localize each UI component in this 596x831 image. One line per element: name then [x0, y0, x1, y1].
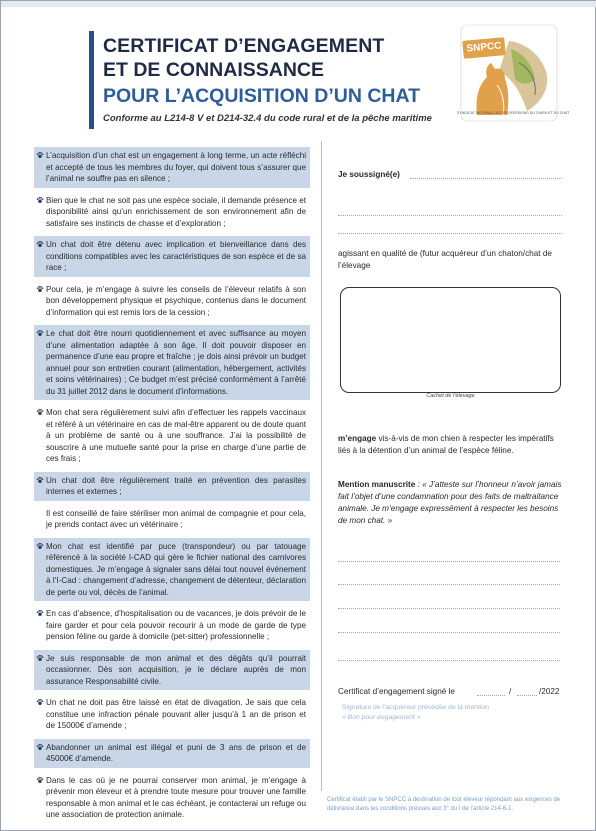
paw-icon: [36, 476, 44, 484]
qualite-text: agissant en qualité de (futur acquéreur d’un chaton/chat de l’élevage: [338, 249, 552, 270]
commitment-text: L’acquisition d’un chat est un engagement à long terme, un acte réfléchi et accepté de tous les membres du foyer, qui doivent tous s’assurer que l’animal ne souffre pas en silence ;: [46, 151, 306, 183]
paw-icon: [36, 285, 44, 293]
commitment-text: Le chat doit être nourri quotidiennement et avec suffisance au moyen d’une alimentation adaptée à son âge. Il doit pouvoir disposer en permanence d’une eau propre et fraîche ; je dois ainsi prévoir un budget annuel pour son entretien courant (alimentation, hébergement, activités et soins vétérinaires) ; Ce budget m’est précisé conformément à l’arrêté du 31 juillet 2012 dans le document d’informations.: [46, 329, 306, 396]
title-line-2: ET DE CONNAISSANCE: [103, 59, 325, 81]
paw-icon: [36, 196, 44, 204]
commitment-paragraph: [34, 505, 310, 534]
footer-note: Certificat établi par le SNPCC à destination de tout éleveur répondant aux exigences de délivrance dans les conditions prévues aux 3° du I de l’article 214-6-1.: [327, 797, 561, 812]
legal-reference: Conforme au L214-8 V et D214-32.4 du code rural et de la pêche maritime: [103, 113, 432, 124]
date-month-field[interactable]: [517, 695, 537, 696]
handwritten-line-3[interactable]: [338, 608, 560, 609]
paw-icon: [36, 776, 44, 784]
signature-hint: [342, 703, 489, 723]
handwritten-line-2[interactable]: [338, 584, 560, 585]
name-field[interactable]: [410, 178, 562, 179]
date-day-field[interactable]: [477, 695, 505, 696]
name-field-line-3[interactable]: [338, 233, 562, 234]
mention-manuscrite: [338, 479, 566, 527]
commitment-paragraph: [34, 192, 310, 233]
paw-icon: [36, 654, 44, 662]
commitment-text: Un chat ne doit pas être laissé en état de divagation. Je sais que cela constitue une infraction pénale pouvant aller jusqu’à 1 an de prison et de 15000€ d’amende ;: [46, 698, 306, 730]
mention-text: : « J’atteste sur l’honneur n’avoir jamais fait l’objet d’une condamnation pour des faits de maltraitance animale. Je m’engage expressément à respecter les besoins de mon chat. »: [338, 480, 562, 525]
cachet-box[interactable]: [340, 287, 561, 393]
commitment-paragraph: [34, 739, 310, 768]
commitment-paragraph: [34, 605, 310, 646]
commitment-text: Il est conseillé de faire stériliser mon animal de compagnie et pour cela, je prends contact avec un vétérinaire ;: [46, 508, 306, 529]
commitment-paragraph: [34, 281, 310, 322]
engage-text: vis-à-vis de mon chien à respecter les impératifs liés à la détention d’un animal de l’espèce féline.: [338, 434, 554, 455]
handwritten-line-1[interactable]: [338, 561, 560, 562]
commitment-text: Un chat doit être détenu avec implication et bienveillance dans des conditions compatibles avec les caractéristiques de son espèce et de sa race ;: [46, 240, 306, 272]
signature-hint-line-2: « Bon pour engagement »: [342, 714, 421, 721]
commitment-text: Abandonner un animal est illégal et puni de 3 ans de prison et de 45000€ d’amende.: [46, 742, 306, 763]
commitment-paragraph: [34, 236, 310, 277]
mention-bold: Mention manuscrite: [338, 480, 416, 489]
commitment-paragraph: [34, 772, 310, 824]
commitment-text: Un chat doit être régulièrement traité en prévention des parasites internes et externes ;: [46, 475, 306, 496]
paw-icon: [36, 698, 44, 706]
commitment-paragraph: [34, 650, 310, 691]
engagement-statement: [338, 433, 566, 457]
column-divider: [321, 141, 322, 791]
title-line-1: CERTIFICAT D’ENGAGEMENT: [103, 35, 385, 57]
commitment-text: Bien que le chat ne soit pas une espèce sociale, il demande présence et disponibilité ainsi qu’un enrichissement de son environnement afin de satisfaire ses instincts de chasse et d’exploration ;: [46, 195, 306, 228]
paw-icon: [36, 151, 44, 159]
soussigne-label: Je soussigné(e): [338, 170, 400, 179]
commitments-column: [34, 147, 310, 828]
paw-icon: [36, 609, 44, 617]
signed-date-label: Certificat d’engagement signé le: [338, 687, 455, 696]
commitment-paragraph: [34, 472, 310, 501]
commitment-paragraph: [34, 404, 310, 468]
title-accent-bar: [89, 31, 94, 129]
paw-icon: [36, 240, 44, 248]
handwritten-line-5[interactable]: [338, 660, 560, 661]
date-year: /2022: [539, 687, 560, 696]
commitment-paragraph: [34, 694, 310, 735]
paw-icon: [36, 329, 44, 337]
name-field-line-2[interactable]: [338, 215, 562, 216]
paw-icon: [36, 408, 44, 416]
top-band: [1, 1, 596, 7]
commitment-text: Mon chat sera régulièrement suivi afin d’effectuer les rappels vaccinaux et référé à un vétérinaire en cas de mal-être apparent ou de doute quant à un problème de santé ou à une souffrance. J’ai la possibilité de souscrire à une mutuelle santé pour la prise en charge d’une partie de ces frais ;: [46, 408, 306, 463]
commitment-text: Dans le cas où je ne pourrai conserver mon animal, je m’engage à prévenir mon éleveur et à prendre toute mesure pour trouver une famille responsable à mon animal et le cas échéant, je contacterai un refuge ou une association de protection animale.: [46, 775, 306, 819]
signature-hint-line-1: Signature de l’acquéreur précédée de la mention: [342, 704, 489, 711]
cachet-label: Cachet de l’élevage: [426, 393, 475, 399]
commitment-paragraph: [34, 147, 310, 188]
commitment-paragraph: [34, 325, 310, 400]
commitment-text: Je suis responsable de mon animal et des dégâts qu’il pourrait occasionner. Dès son acquisition, je le déclare auprès de mon assurance Responsabilité civile.: [46, 653, 306, 686]
engage-bold: m’engage: [338, 434, 377, 443]
title-line-3: POUR L’ACQUISITION D’UN CHAT: [103, 85, 421, 107]
logo-caption: SYNDICAT NATIONAL DES PROFESSIONS DU CHIEN ET DU CHAT: [457, 111, 570, 115]
handwritten-line-4[interactable]: [338, 632, 560, 633]
paw-icon: [36, 743, 44, 751]
commitment-text: Mon chat est identifié par puce (transpondeur) ou par tatouage référencé à la société I-CAD qui gère le fichier national des carnivores domestiques. Je m’engage à signaler sans délai tout nouvel événement à l’I-Cad : changement d’adresse, changement de détenteur, déclaration de perte ou vol, décès de l’animal.: [46, 541, 306, 597]
commitment-text: En cas d’absence, d’hospitalisation ou de vacances, je dois prévoir de le faire garder et pour cela pouvoir recourir à un mode de garde de type pension féline ou garde à domicile (pet-sitter) professionnelle ;: [46, 609, 306, 641]
paw-icon: [36, 542, 44, 550]
date-separator: /: [509, 687, 512, 696]
commitment-text: Pour cela, je m’engage à suivre les conseils de l’éleveur relatifs à son bon développement physique et psychique, contenus dans le document d’information qui est remis lors de la cession ;: [46, 284, 306, 317]
commitment-paragraph: [34, 538, 310, 602]
logo-tag: SNPCC: [462, 37, 505, 59]
